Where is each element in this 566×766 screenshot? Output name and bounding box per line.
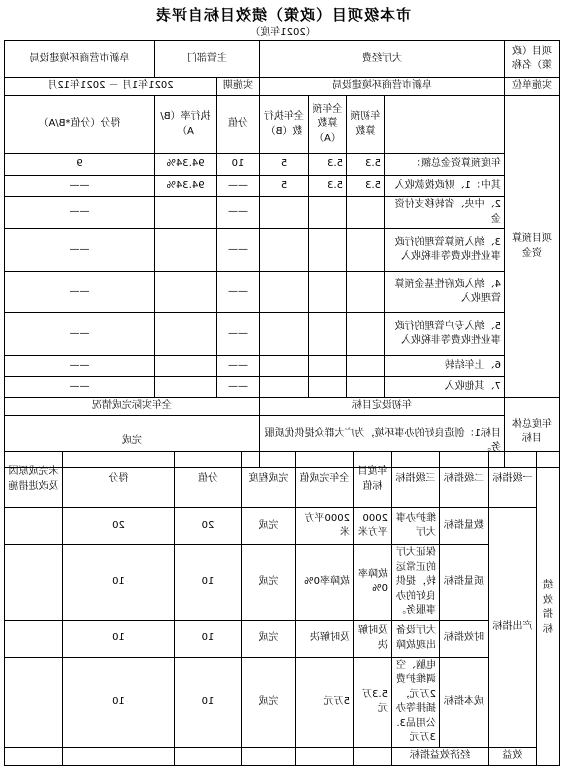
funds-header: 全年预算数（A） — [309, 96, 347, 154]
perf-row-benefit — [5, 747, 560, 765]
perf-header: 得分 — [63, 452, 175, 508]
perf-header: 分值 — [175, 452, 242, 508]
dept-label: 主管部门 — [155, 41, 260, 78]
funds-row: 年度预算资金总额： 5.3 5.3 5 10 94.34% 9 — [5, 154, 560, 176]
funds-row: 6、上年结转 —— —— — [5, 356, 560, 377]
funds-row: 4、纳入政府性基金预算管理收入 —— —— — [5, 272, 560, 313]
goals-planned: 目标1：创造良好的办事环境，为广大群众提供优质服务。 — [260, 415, 505, 467]
unit-label: 实施单位 — [505, 78, 560, 96]
funds-header: 年初预算数 — [347, 96, 385, 154]
perf-header: 二级指标 — [440, 452, 489, 508]
document-year: （2021年度） — [250, 27, 316, 38]
budget-table — [4, 40, 560, 468]
perf-row: 质量指标 保证大厅的正常运转，提供良好的办事服务。 故障率0% 故障率0% 完成 10 10 — [5, 545, 560, 621]
perf-header: 三级指标 — [392, 452, 440, 508]
perf-row: 成本指标 电脑、空调维护费2万元，插排等办公用品3.3万元 5.3万元 5万元 完成 10 10 — [5, 657, 560, 747]
perf-header: 年度目标值 — [354, 452, 392, 508]
performance-table — [4, 451, 560, 766]
perf-section-label: 绩效指标 — [537, 452, 560, 766]
goals-actual-label: 全年实际完成情况 — [5, 398, 260, 416]
project-name-label: 项目（政策）名称 — [505, 41, 560, 78]
perf-header: 全年完成值 — [296, 452, 354, 508]
goals-actual: 完成 — [5, 415, 260, 467]
funds-row: 3、纳入预算管理的行政事业性收费等非税收入 —— —— — [5, 229, 560, 272]
project-name: 大厅经费 — [260, 41, 505, 78]
unit-value: 阜新市营商环境建设局 — [260, 78, 505, 96]
document-title: 市本级项目（政策）绩效目标自评表 — [155, 6, 412, 24]
goals-planned-label: 年初设定目标 — [260, 398, 505, 416]
funds-header: 全年执行数（B） — [260, 96, 309, 154]
perf-level1-benefit: 效益 — [489, 747, 537, 765]
period-label: 实施期 — [217, 78, 260, 96]
goals-section-label: 年度总体目标 — [505, 398, 560, 468]
period-value: 2021年1月 － 2021年12月 — [5, 78, 217, 96]
funds-row: 其中：1、财政拨款收入 5.3 5.3 5 —— 94.34% —— — [5, 176, 560, 197]
funds-row: 5、纳入专户管理的行政事业性收费等非税收入 —— —— — [5, 313, 560, 356]
perf-header: 一级指标 — [489, 452, 537, 508]
dept-value: 阜新市营商环境建设局 — [5, 41, 155, 78]
perf-header: 未完成原因及改进措施 — [5, 452, 63, 508]
funds-header: 分值 — [217, 96, 260, 154]
perf-header: 完成程度 — [242, 452, 296, 508]
funds-section-label: 项目预算资金 — [505, 96, 560, 398]
perf-row: 时效指标 大厅设备出现故障 及时解决 及时解决 完成 10 10 — [5, 620, 560, 657]
perf-benefit-l2: 经济效益指标 — [392, 747, 489, 765]
perf-level1-output: 产出指标 — [489, 508, 537, 748]
funds-row: 2、中央、省转移支付资金 —— —— — [5, 197, 560, 229]
funds-header: 执行率（B/A） — [155, 96, 217, 154]
funds-header: 得分（分值*B/A） — [5, 96, 155, 154]
funds-row: 7、其他收入 —— —— — [5, 377, 560, 398]
perf-row: 产出指标 数量指标 维护办事大厅 2000平方米 2000平方米 完成 20 20 — [5, 508, 560, 545]
